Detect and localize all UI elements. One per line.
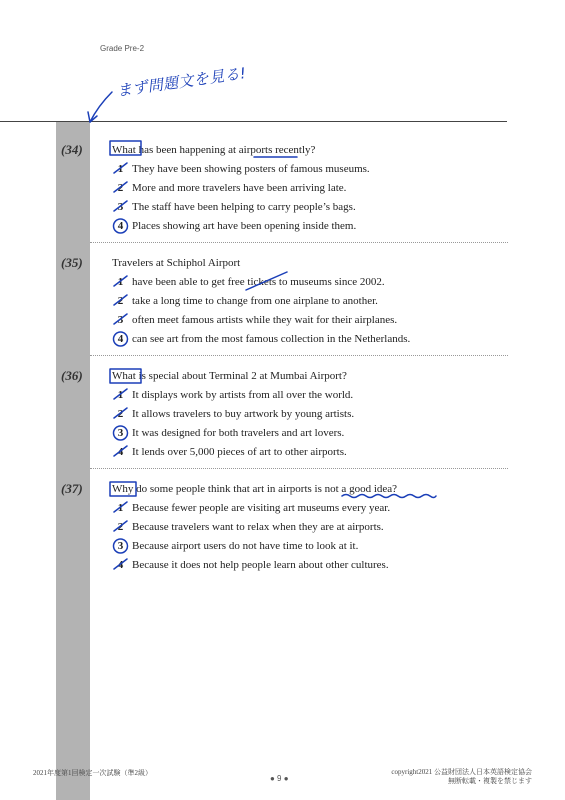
option-number: 2: [117, 408, 124, 420]
question-stem: Why do some people think that art in airports is not a good idea?: [112, 483, 398, 495]
question-number: (35): [61, 255, 83, 270]
option-number: 1: [117, 502, 124, 514]
option-number: 4: [117, 220, 124, 232]
option-number: 1: [117, 276, 124, 288]
question-number: (34): [61, 142, 83, 157]
footer-copyright: [376, 768, 532, 786]
grade-label: Grade Pre-2: [100, 44, 145, 53]
option-text: Because fewer people are visiting art museums every year.: [132, 502, 391, 514]
option-text: Because it does not help people learn about other cultures.: [132, 559, 389, 571]
option-text: It allows travelers to buy artwork by young artists.: [132, 408, 355, 420]
note-arrow: [90, 92, 112, 122]
footer-exam-info: 2021年度第1回検定一次試験（準2級）: [33, 769, 152, 777]
option-number: 4: [117, 559, 124, 571]
separator: [90, 242, 508, 243]
option-number: 2: [117, 295, 124, 307]
option-text: take a long time to change from one airplane to another.: [132, 295, 378, 307]
option-number: 3: [117, 201, 124, 213]
question-stem: Travelers at Schiphol Airport: [112, 257, 241, 269]
handwritten-note: まず問題文を見る!: [115, 63, 248, 100]
option-text: Because travelers want to relax when they are at airports.: [132, 521, 384, 533]
option-text: More and more travelers have been arriving late.: [132, 182, 347, 194]
page-number: ● 9 ●: [270, 774, 289, 783]
option-number: 2: [117, 182, 124, 194]
question-stem: What has been happening at airports recently?: [112, 144, 316, 156]
option-text: often meet famous artists while they wait for their airplanes.: [132, 314, 398, 326]
option-text: They have been showing posters of famous museums.: [132, 163, 370, 175]
copyright-notice: 無断転載・複製を禁じます: [448, 777, 532, 785]
option-number: 4: [117, 446, 124, 458]
option-number: 4: [117, 333, 124, 345]
copyright-line: copyright2021 公益財団法人日本英語検定協会: [391, 768, 532, 776]
option-number: 3: [117, 427, 124, 439]
option-number: 2: [117, 521, 124, 533]
side-bar: [56, 122, 90, 800]
option-number: 1: [117, 389, 124, 401]
separator: [90, 468, 508, 469]
question-number: (37): [61, 481, 83, 496]
option-text: It displays work by artists from all over the world.: [132, 389, 354, 401]
option-text: The staff have been helping to carry people’s bags.: [132, 201, 356, 213]
separator: [90, 355, 508, 356]
question-stem: What is special about Terminal 2 at Mumbai Airport?: [112, 370, 347, 382]
option-text: Places showing art have been opening inside them.: [132, 220, 357, 232]
option-text: have been able to get free tickets to museums since 2002.: [132, 276, 385, 288]
option-number: 3: [117, 540, 124, 552]
option-text: It was designed for both travelers and art lovers.: [132, 427, 345, 439]
option-number: 1: [117, 163, 124, 175]
option-text: Because airport users do not have time to look at it.: [132, 540, 359, 552]
option-number: 3: [117, 314, 124, 326]
question-number: (36): [61, 368, 83, 383]
option-text: can see art from the most famous collection in the Netherlands.: [132, 333, 411, 345]
option-text: It lends over 5,000 pieces of art to other airports.: [132, 446, 347, 458]
